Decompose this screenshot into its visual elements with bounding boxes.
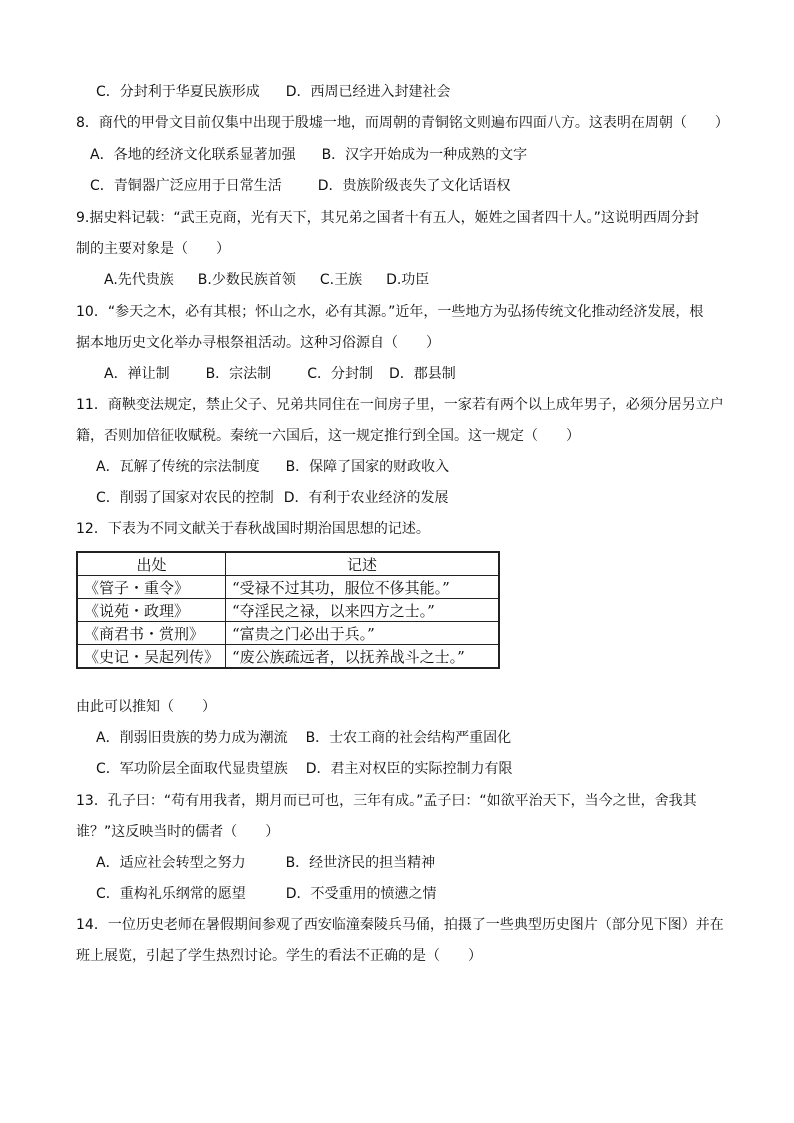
option-d: D．郡县制 [388,366,456,382]
option-a: A．适应社会转型之努力 [96,855,246,871]
q13-options-cd [96,885,437,903]
table-header-row [77,552,499,576]
q10-options [104,365,456,383]
option-a: A．削弱旧贵族的势力成为潮流 [96,730,288,746]
question-11-line2: 籍，否则加倍征收赋税。秦统一六国后，这一规定推行到全国。这一规定（ ） [76,428,580,444]
column-header-record: 记述 [226,552,499,576]
option-d: D．君主对权臣的实际控制力有限 [305,761,513,777]
question-11-line1: 11．商鞅变法规定，禁止父子、兄弟共同住在一间房子里，一家若有两个以上成年男子，必须分居另立户 [76,397,724,413]
option-a: A．禅让制 [104,366,170,382]
q9-options [104,271,429,289]
option-c: C．削弱了国家对农民的控制 [96,490,274,506]
option-d: D．不受重用的愤懑之情 [285,886,437,902]
option-d: D．有利于农业经济的发展 [283,490,449,506]
option-b: B．宗法制 [205,366,272,382]
question-12-prompt: 由此可以推知（ ） [76,699,216,715]
table-row [77,599,499,622]
table-cell-record: “受禄不过其功，服位不侈其能。” [226,576,499,599]
option-b: B．士农工商的社会结构严重固化 [305,730,512,746]
table-row [77,622,499,645]
table-cell-source: 《管子・重令》 [77,576,226,599]
question-13-line2: 谁？”这反映当时的儒者（ ） [76,824,280,840]
table-row [77,576,499,599]
option-d: D．西周已经进入封建社会 [285,84,451,100]
source-table [76,551,500,669]
option-b: B．汉字开始成为一种成熟的文字 [321,147,528,163]
option-a: A．各地的经济文化联系显著加强 [90,147,296,163]
option-c: C．分封制 [307,366,373,382]
option-a: A.先代贵族 [104,272,174,288]
table-cell-source: 《史记・吴起列传》 [77,645,226,669]
q12-options-cd [96,760,513,778]
table-cell-record: “夺淫民之禄，以来四方之士。” [226,599,499,622]
q12-options-ab [96,729,511,747]
option-c: C．军功阶层全面取代显贵望族 [96,761,288,777]
question-9-line1: 9.据史料记载：“武王克商，光有天下，其兄弟之国者十有五人，姬姓之国者四十人。”这说明西周分封 [76,210,699,226]
q8-options-ab [90,146,527,164]
table-row [77,645,499,669]
question-8: 8．商代的甲骨文目前仅集中出现于殷墟一地，而周朝的青铜铭文则遍布四面八方。这表明在周朝（ ） [76,115,729,131]
option-c: C.王族 [319,272,363,288]
question-12: 12．下表为不同文献关于春秋战国时期治国思想的记述。 [76,521,430,537]
option-b: B.少数民族首领 [197,272,296,288]
table-cell-source: 《说苑・政理》 [77,599,226,622]
question-9-line2: 制的主要对象是（ ） [76,241,230,257]
table-cell-record: “废公族疏远者，以抚养战斗之士。” [226,645,499,669]
question-14-line1: 14．一位历史老师在暑假期间参观了西安临潼秦陵兵马俑，拍摄了一些典型历史图片（部分见下图）并在 [76,917,724,933]
table-cell-record: “富贵之门必出于兵。” [226,622,499,645]
q8-options-cd [90,177,511,195]
option-c: C．青铜器广泛应用于日常生活 [90,178,282,194]
column-header-source: 出处 [77,552,226,576]
option-b: B．经世济民的担当精神 [285,855,436,871]
option-d: D．贵族阶级丧失了文化话语权 [317,178,511,194]
q11-options-ab [96,458,449,476]
question-10-line1: 10．“参天之木，必有其根；怀山之水，必有其源。”近年，一些地方为弘扬传统文化推动经济发展，根 [76,304,704,320]
question-10-line2: 据本地历史文化举办寻根祭祖活动。这种习俗源自（ ） [76,335,440,351]
q11-options-cd [96,489,449,507]
option-c: C．重构礼乐纲常的愿望 [96,886,246,902]
option-c: C．分封利于华夏民族形成 [96,84,260,100]
option-a: A．瓦解了传统的宗法制度 [96,459,260,475]
q7-options-cd [96,83,451,101]
question-14-line2: 班上展览，引起了学生热烈讨论。学生的看法不正确的是（ ） [76,948,482,964]
option-d: D.功臣 [386,272,430,288]
question-13-line1: 13．孔子曰：“苟有用我者，期月而已可也，三年有成。”孟子曰：“如欲平治天下，当今之世，舍我其 [76,793,697,809]
q13-options-ab [96,854,435,872]
table-cell-source: 《商君书・赏刑》 [77,622,226,645]
option-b: B．保障了国家的财政收入 [285,459,450,475]
